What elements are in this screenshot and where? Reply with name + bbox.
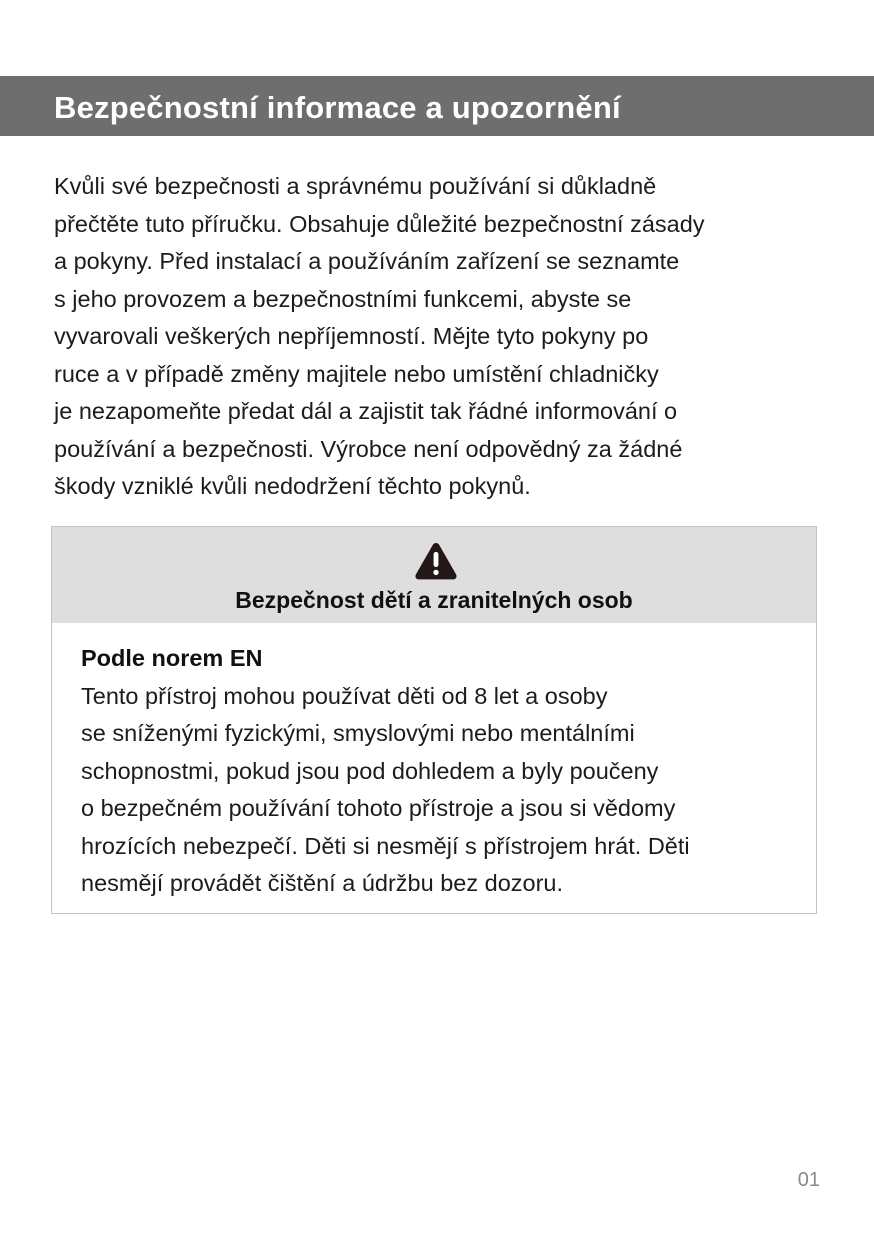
warning-line: o bezpečném používání tohoto přístroje a jsou si vědomy [81,795,676,821]
intro-line: vyvarovali veškerých nepříjemností. Mějte tyto pokyny po [54,323,649,349]
warning-box-title: Bezpečnost dětí a zranitelných osob [235,587,633,613]
warning-box-header [52,527,816,623]
intro-line: používání a bezpečnosti. Výrobce není odpovědný za žádné [54,435,683,462]
warning-box-body [81,640,801,903]
warning-line: schopnostmi, pokud jsou pod dohledem a byly poučeny [81,757,659,784]
warning-box-subtitle: Podle norem EN [81,645,263,671]
warning-line: se sníženými fyzickými, smyslovými nebo mentálními [81,720,635,746]
warning-line: Tento přístroj mohou používat děti od 8 let a osoby [81,682,608,709]
intro-paragraph [54,168,844,506]
page-number: 01 [797,1169,820,1191]
intro-line: ruce a v případě změny majitele nebo umístění chladničky [54,360,659,387]
intro-line: a pokyny. Před instalací a používáním zařízení se seznamte [54,248,680,274]
warning-line: nesmějí provádět čištění a údržbu bez dozoru. [81,870,564,896]
warning-triangle-icon [414,541,458,581]
intro-line: je nezapomeňte předat dál a zajistit tak řádné informování o [54,398,678,424]
child-safety-warning-box [51,526,817,914]
warning-line: hrozících nebezpečí. Děti si nesmějí s přístrojem hrát. Děti [81,832,690,859]
intro-line: škody vzniklé kvůli nedodržení těchto pokynů. [54,473,531,499]
intro-line: s jeho provozem a bezpečnostními funkcemi, abyste se [54,285,632,312]
intro-line: Kvůli své bezpečnosti a správnému používání si důkladně [54,173,657,199]
intro-line: přečtěte tuto příručku. Obsahuje důležité bezpečnostní zásady [54,210,705,237]
section-title: Bezpečnostní informace a upozornění [54,90,621,125]
